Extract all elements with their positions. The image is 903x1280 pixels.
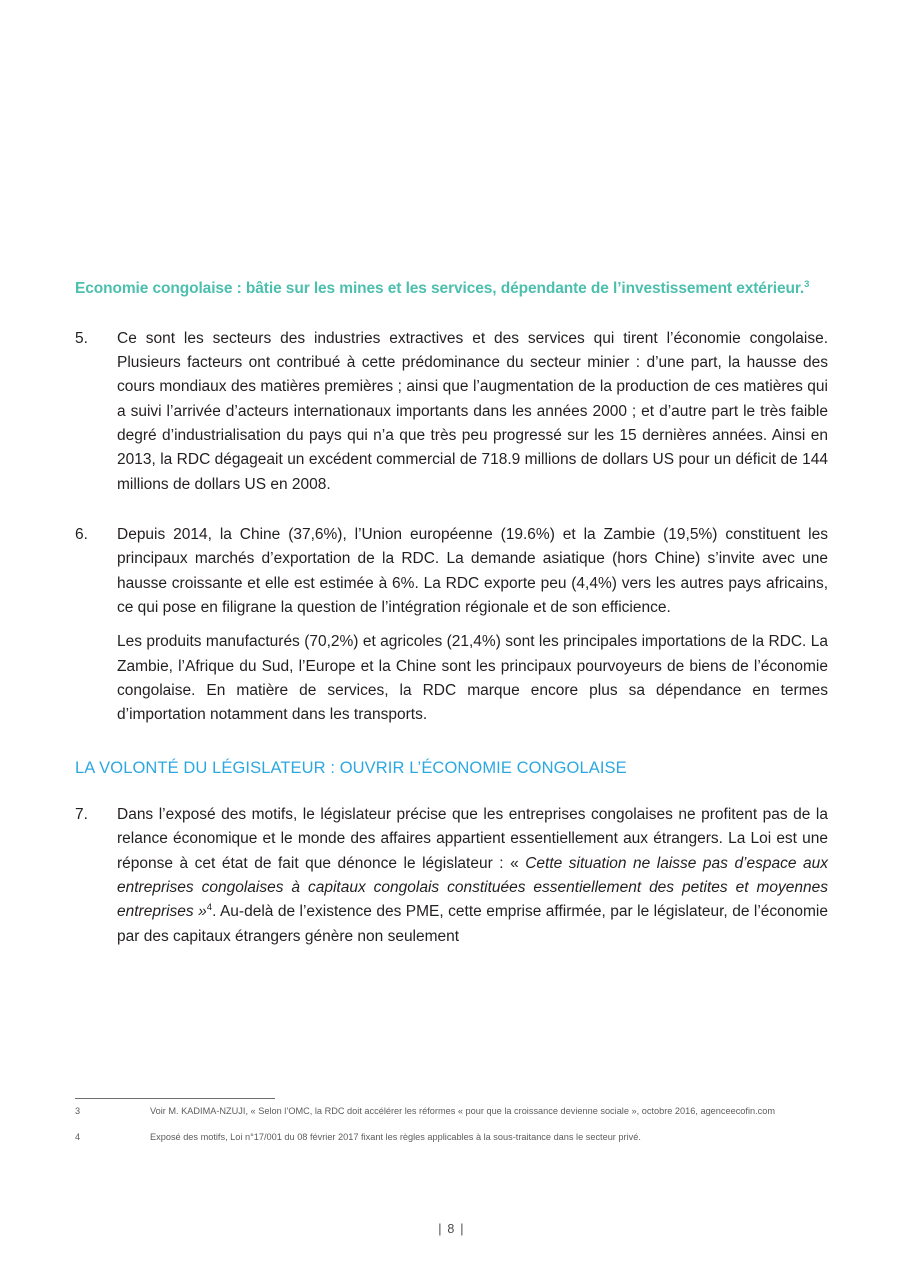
numbered-paragraph-7	[75, 803, 828, 949]
numbered-paragraph-5	[75, 327, 828, 497]
paragraph-body-5: Ce sont les secteurs des industries extractives et des services qui tirent l’économie congolaise. Plusieurs facteurs ont contribué à cette prédominance du secteur minier : d’une part, la hausse des cours mondiaux des matières premières ; ainsi que l’augmentation de la production de ces matières qui a suivi l’arrivée d’acteurs internationaux importants dans les années 2000 ; et d’autre part le très faible degré d’industrialisation du pays qui n’a que très peu progressé sur les 15 dernières années. Ainsi en 2013, la RDC dégageait un excédent commercial de 718.9 millions de dollars US pour un déficit de 144 millions de dollars US en 2008.	[117, 329, 828, 493]
paragraph-7-tail: . Au-delà de l’existence des PME, cette emprise affirmée, par le législateur, de l’économie par des capitaux étrangers génère non seulement	[117, 903, 828, 945]
paragraph-6-continuation	[75, 630, 828, 727]
numbered-paragraph-6	[75, 523, 828, 620]
page-number-footer: | 8 |	[438, 1222, 465, 1236]
footnote-4	[75, 1130, 828, 1145]
footnote-4-text: Exposé des motifs, Loi n°17/001 du 08 février 2017 fixant les règles applicables à la sous-traitance dans le secteur privé.	[150, 1132, 641, 1143]
page-content	[75, 278, 828, 973]
footnote-3-mark: 3	[75, 1106, 81, 1116]
paragraph-body-7	[117, 803, 828, 949]
quote-close-guillemet: »	[193, 903, 207, 921]
paragraph-body-6-continuation: Les produits manufacturés (70,2%) et agricoles (21,4%) sont les principales importations de la RDC. La Zambie, l’Afrique du Sud, l’Europe et la Chine sont les principaux pourvoyeurs de biens de l’économie congolaise. En matière de services, la RDC marque encore plus sa dépendance en termes d’importation notamment dans les transports.	[117, 633, 828, 724]
footnote-separator-rule	[75, 1098, 275, 1099]
footnote-3	[75, 1104, 828, 1119]
quote-open-guillemet: «	[510, 854, 526, 872]
footnote-3-text: Voir M. KADIMA-NZUJI, « Selon l’OMC, la RDC doit accélérer les réformes « pour que la croissance devienne sociale », octobre 2016, agenceecofin.com	[150, 1106, 776, 1116]
paragraph-number-7: 7.	[75, 805, 88, 823]
paragraph-body-6: Depuis 2014, la Chine (37,6%), l’Union européenne (19.6%) et la Zambie (19,5%) constituent les principaux marchés d’exportation de la RDC. La demande asiatique (hors Chine) s’invite avec une hausse croissante et elle est estimée à 6%. La RDC exporte peu (4,4%) vers les autres pays africains, ce qui pose en filigrane la question de l’intégration régionale et de son efficience.	[117, 525, 828, 616]
footnotes-area	[75, 1098, 828, 1156]
paragraph-7-footnote-ref: 4	[206, 902, 213, 914]
paragraph-7-lead: Dans l’exposé des motifs, le législateur précise que les entreprises congolaises ne profitent pas de la relance économique et le monde des affaires appartient essentiellement aux étrangers. La Loi est une réponse à cet état de fait que dénonce le législateur :	[117, 805, 828, 872]
paragraph-number-5: 5.	[75, 329, 88, 347]
heading-volonte-du-legislateur: LA VOLONTÉ DU LÉGISLATEUR : OUVRIR L’ÉCONOMIE CONGOLAISE	[75, 758, 627, 777]
heading-economie-congolaise	[75, 278, 828, 301]
footnote-4-mark: 4	[75, 1132, 81, 1143]
paragraph-7-quotation: Cette situation ne laisse pas d’espace aux entreprises congolaises à capitaux congolais constituées essentiellement des petites et moyennes entreprises	[117, 854, 828, 921]
heading-economie-congolaise-text: Economie congolaise : bâtie sur les mines et les services, dépendante de l’investissement extérieur.	[75, 280, 805, 297]
paragraph-number-6: 6.	[75, 525, 88, 543]
heading-economie-footnote-ref: 3	[804, 278, 810, 290]
